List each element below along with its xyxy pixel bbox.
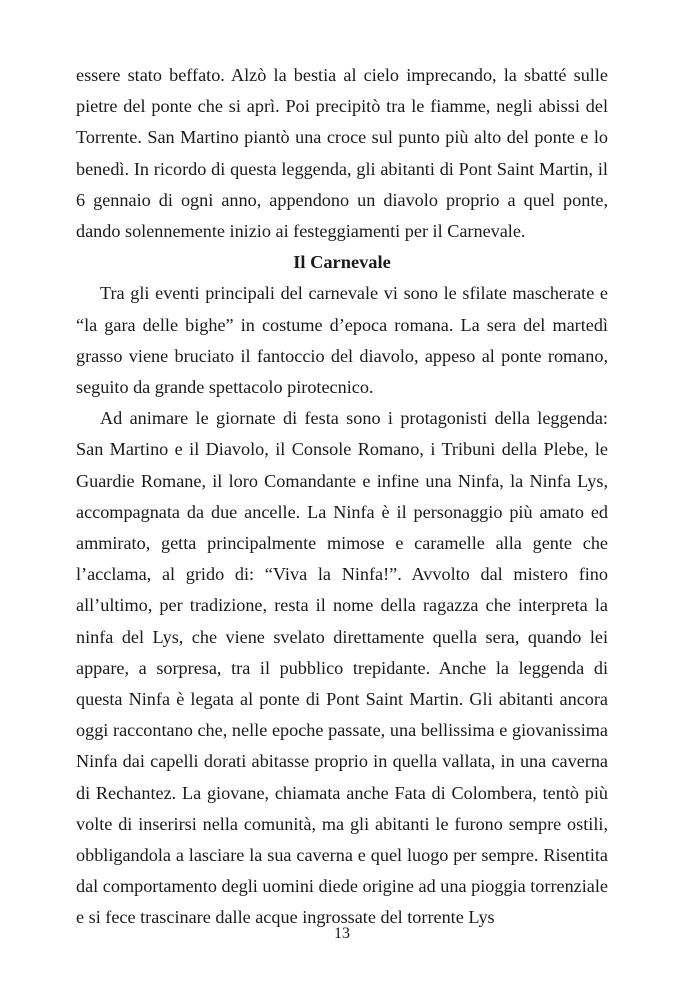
page-body (76, 60, 608, 934)
paragraph-legend-characters: Ad animare le giornate di festa sono i protagonisti della leggenda: San Martino e il Diavolo, il Console Romano, i Tribuni della Plebe, le Guardie Romane, il loro Comandante e infine una Ninfa, la Ninfa Lys, accompagnata da due ancelle. La Ninfa è il personaggio più amato ed ammirato, getta principalmente mimose e caramelle alla gente che l’acclama, al grido di: “Viva la Ninfa!”. Avvolto dal mistero fino all’ultimo, per tradizione, resta il nome della ragazza che interpreta la ninfa del Lys, che viene svelato direttamente quella sera, quando lei appare, a sorpresa, tra il pubblico trepidante. Anche la leggenda di questa Ninfa è legata al ponte di Pont Saint Martin. Gli abitanti ancora oggi raccontano che, nelle epoche passate, una bellissima e giovanissima Ninfa dai capelli dorati abitasse proprio in quella vallata, in una caverna di Rechantez. La giovane, chiamata anche Fata di Colombera, tentò più volte di inserirsi nella comunità, ma gli abitanti le furono sempre ostili, obbligandola a lasciare la sua caverna e quel luogo per sempre. Risentita dal comportamento degli uomini diede origine ad una pioggia torrenziale e si fece trascinare dalle acque ingrossate del torrente Lys (76, 408, 608, 928)
section-heading: Il Carnevale (293, 252, 391, 273)
page-number: 13 (334, 925, 350, 942)
paragraph-carnival-events: Tra gli eventi principali del carnevale vi sono le sfilate mascherate e “la gara delle bighe” in costume d’epoca romana. La sera del martedì grasso viene bruciato il fantoccio del diavolo, appeso al ponte romano, seguito da grande spettacolo pirotecnico. (76, 283, 608, 398)
paragraph-continuation: essere stato beffato. Alzò la bestia al cielo imprecando, la sbatté sulle pietre del ponte che si aprì. Poi precipitò tra le fiamme, negli abissi del Torrente. San Martino piantò una croce sul punto più alto del ponte e lo benedì. In ricordo di questa leggenda, gli abitanti di Pont Saint Martin, il 6 gennaio di ogni anno, appendono un diavolo proprio a quel ponte, dando solennemente inizio ai festeggiamenti per il Carnevale. (76, 65, 608, 242)
